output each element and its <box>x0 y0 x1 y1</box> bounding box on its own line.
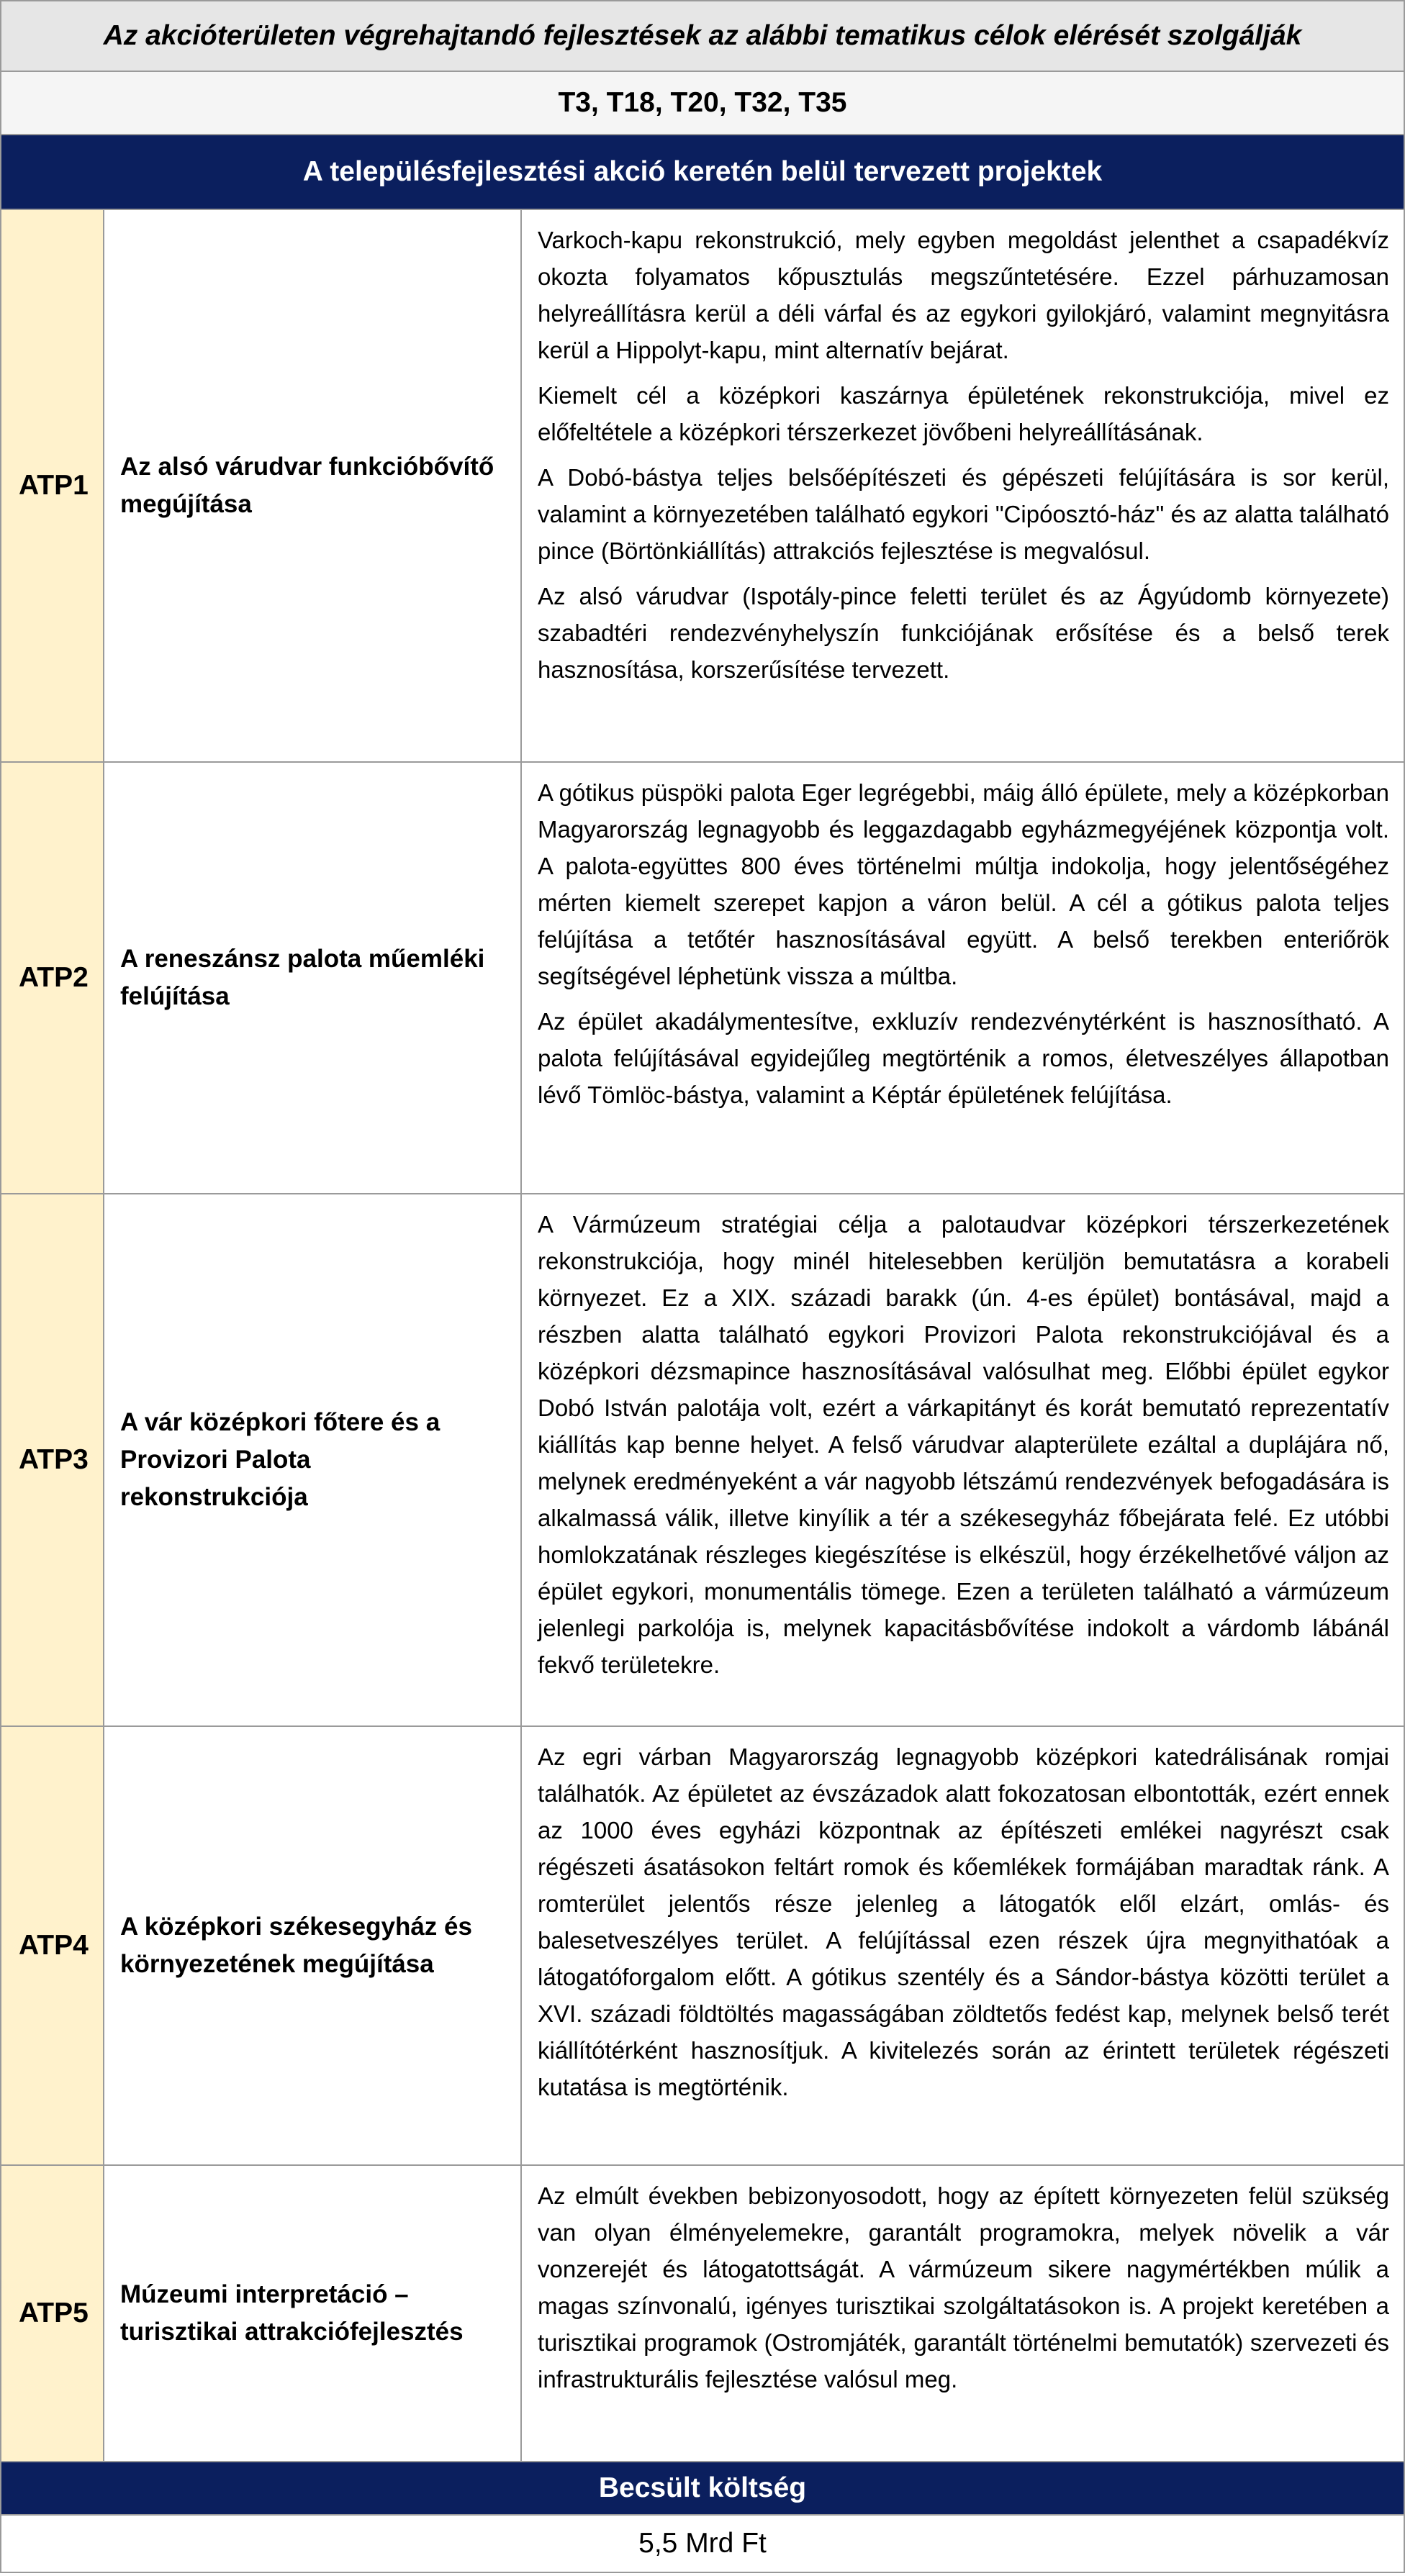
project-row <box>1 1727 1404 2166</box>
project-title: A reneszánsz palota műemléki felújítása <box>104 763 522 1193</box>
project-title: Az alsó várudvar funkcióbővítő megújítása <box>104 210 522 761</box>
description-paragraph: Az elmúlt években bebizonyosodott, hogy az épített környezeten felül szükség van olyan élményelemekre, garantált programokra, melyek növelik a vár vonzerejét és látogatottságát. A vármúzeum sikere nagymértékben múlik a magas színvonalú, igényes turisztikai szolgáltatásokon is. A projekt keretében a turisztikai programok (Ostromjáték, garantált történelmi bemutatók) szervezeti és infrastrukturális fejlesztése valósul meg. <box>538 2182 1389 2393</box>
project-code: ATP1 <box>1 210 104 761</box>
project-code: ATP2 <box>1 763 104 1193</box>
project-description <box>522 2166 1404 2461</box>
description-paragraph: A Dobó-bástya teljes belsőépítészeti és gépészeti felújítására is sor kerül, valamint a környezetében található egykori "Cipóosztó-ház" és az alatta található pince (Börtönkiállítás) attrakciós fejlesztése is megvalósul. <box>538 464 1389 564</box>
project-row <box>1 763 1404 1194</box>
estimated-cost-label: Becsült költség <box>1 2462 1404 2516</box>
estimated-cost-value: 5,5 Mrd Ft <box>1 2516 1404 2573</box>
project-row <box>1 210 1404 763</box>
project-title: Múzeumi interpretáció – turisztikai attrakciófejlesztés <box>104 2166 522 2461</box>
project-row <box>1 1194 1404 1727</box>
project-row <box>1 2166 1404 2462</box>
project-title: A középkori székesegyház és környezetének megújítása <box>104 1727 522 2164</box>
description-paragraph: Az egri várban Magyarország legnagyobb középkori katedrálisának romjai találhatók. Az épületet az évszázadok alatt fokozatosan elbontották, ezért ennek az 1000 éves egyházi központnak az építészeti emlékei nagyrészt csak régészeti ásatásokon feltárt romok és kőemlékek formájában maradtak ránk. A romterület jelentős része jelenleg a látogatók elől elzárt, omlás- és balesetveszélyes terület. A felújítással ezen részek újra megnyithatóak a látogatóforgalom előtt. A gótikus szentély és a Sándor-bástya közötti terület a XVI. századi földtöltés magasságában zöldtetős fedést kap, melynek belső terét kiállítótérként hasznosítjuk. A kivitelezés során az érintett területek régészeti kutatása is megtörténik. <box>538 1743 1389 2100</box>
project-description <box>522 763 1404 1193</box>
project-description <box>522 1194 1404 1725</box>
description-paragraph: A Vármúzeum stratégiai célja a palotaudvar középkori térszerkezetének rekonstrukciója, hogy minél hitelesebben kerüljön bemutatásra a korabeli környezet. Ez a XIX. századi barakk (ún. 4-es épület) bontásával, majd a részben alatta található egykori Provizori Palota rekonstrukciójával és a középkori dézsmapince hasznosításával valósulhat meg. Előbbi épület egykor Dobó István palotája volt, ezért a várkapitányt és korát bemutató reprezentatív kiállítás kap benne helyet. A felső várudvar alapterülete ezáltal a duplájára nő, melynek eredményeként a vár nagyobb létszámú rendezvények befogadására is alkalmassá válik, illetve kinyílik a tér a székesegyház főbejárata felé. Ez utóbbi homlokzatának részleges kiegészítése is elkészül, hogy érzékelhetővé váljon az épület egykori, monumentális tömege. Ezen a területen található a vármúzeum jelenlegi parkolója is, melynek kapacitásbővítése indokolt a várdomb lábánál fekvő területekre. <box>538 1211 1389 1678</box>
projects-heading: A településfejlesztési akció keretén belül tervezett projektek <box>1 135 1404 210</box>
project-description <box>522 1727 1404 2164</box>
description-paragraph: Az alsó várudvar (Ispotály-pince feletti terület és az Ágyúdomb környezete) szabadtéri rendezvényhelyszín funkciójának erősítése és a belső terek hasznosítása, korszerűsítése tervezett. <box>538 583 1389 683</box>
project-code: ATP4 <box>1 1727 104 2164</box>
description-paragraph: A gótikus püspöki palota Eger legrégebbi, máig álló épülete, mely a középkorban Magyarország legnagyobb és leggazdagabb egyházmegyéjének központja volt. A palota-együttes 800 éves történelmi múltja indokolja, hogy jelentőségéhez mérten kiemelt szerepet kapjon a váron belül. A cél a gótikus palota teljes felújítása a tetőtér hasznosításával együtt. A belső terekben enteriőrök segítségével léphetünk vissza a múltba. <box>538 779 1389 989</box>
project-title: A vár középkori főtere és a Provizori Palota rekonstrukciója <box>104 1194 522 1725</box>
project-code: ATP3 <box>1 1194 104 1725</box>
theme-codes: T3, T18, T20, T32, T35 <box>1 72 1404 135</box>
project-description <box>522 210 1404 761</box>
description-paragraph: Kiemelt cél a középkori kaszárnya épületének rekonstrukciója, mivel ez előfeltétele a középkori térszerkezet jövőbeni helyreállításának. <box>538 382 1389 445</box>
description-paragraph: Varkoch-kapu rekonstrukció, mely egyben megoldást jelenthet a csapadékvíz okozta folyamatos kőpusztulás megszűntetésére. Ezzel párhuzamosan helyreállításra kerül a déli várfal és az egykori gyilokjáró, valamint megnyitásra kerül a Hippolyt-kapu, mint alternatív bejárat. <box>538 227 1389 363</box>
description-paragraph: Az épület akadálymentesítve, exkluzív rendezvénytérként is hasznosítható. A palota felújításával egyidejűleg megtörténik a romos, életveszélyes állapotban lévő Tömlöc-bástya, valamint a Képtár épületének felújítása. <box>538 1008 1389 1108</box>
theme-objectives-header: Az akcióterületen végrehajtandó fejlesztések az alábbi tematikus célok elérését szolgálják <box>1 1 1404 72</box>
project-code: ATP5 <box>1 2166 104 2461</box>
